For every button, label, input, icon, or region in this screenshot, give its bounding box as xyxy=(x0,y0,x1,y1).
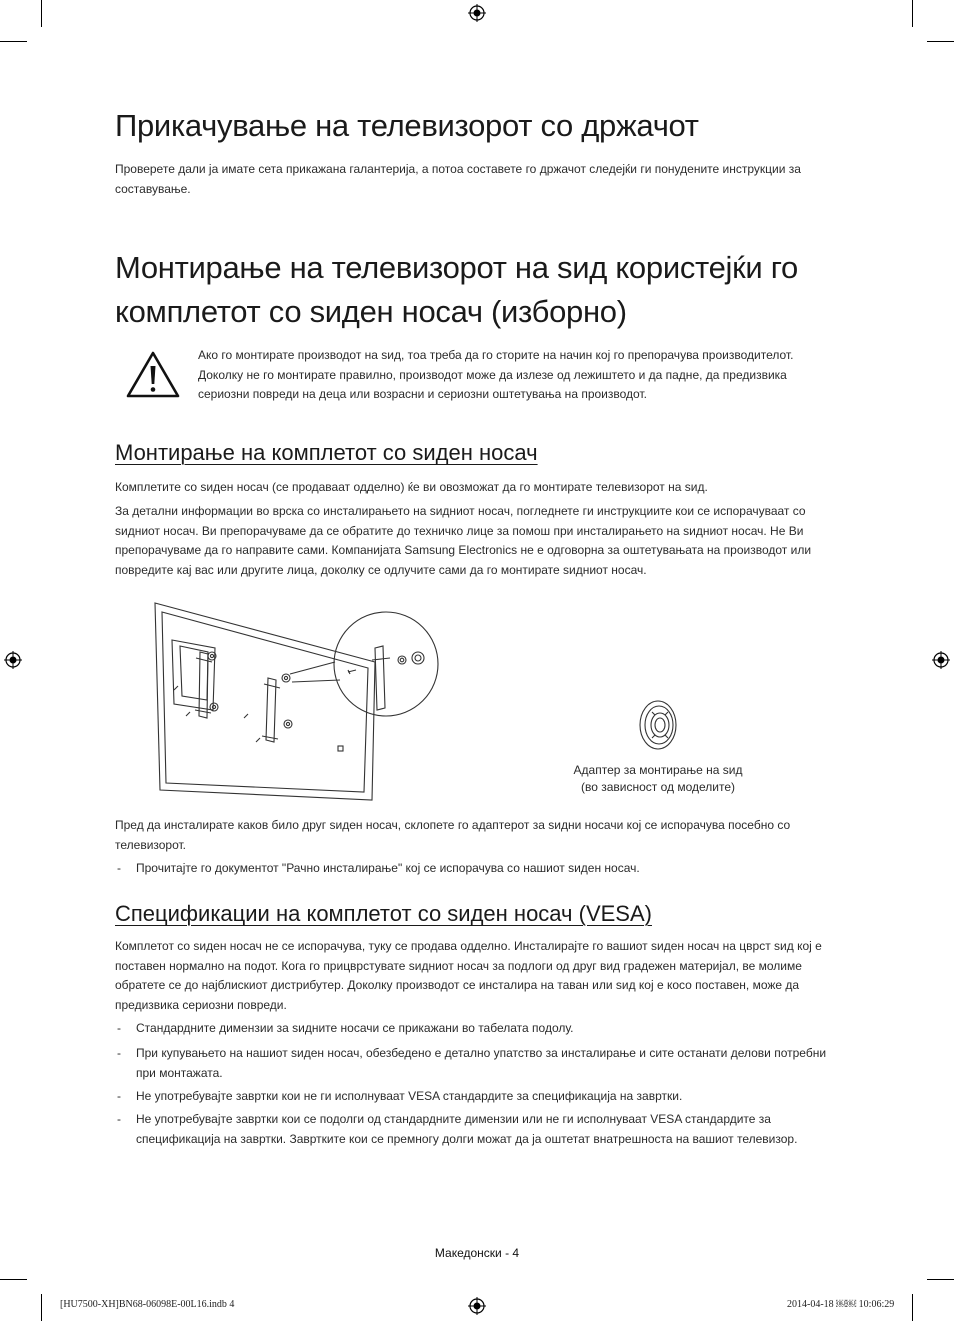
registration-mark-icon xyxy=(4,651,22,669)
caption-line: (во зависност од моделите) xyxy=(580,780,736,794)
paragraph: Комплетите со ѕиден носач (се продаваат одделно) ќе ви овозможат да го монтирате телевизорот на ѕид. xyxy=(115,480,708,494)
page-number: Македонски - 4 xyxy=(434,1246,520,1260)
print-footer-left: [HU7500-XH]BN68-06098E-00L16.indb 4 xyxy=(60,1299,235,1310)
caption-line: Адаптер за монтирање на ѕид xyxy=(573,763,743,777)
subsection-title-mounting-kit: Монтирање на комплетот со ѕиден носач xyxy=(115,440,538,465)
wall-mount-illustration xyxy=(150,600,440,805)
paragraph: Комплетот со ѕиден носач не се испорачува, туку се продава одделно. Инсталирајте го вашиот ѕиден носач на цврст ѕид кој е поставен нормално на подот. Кога го прицврстувате ѕидниот носач за подлоги од друг вид градежен материјал, ве молиме обратете се до најблискиот дистрибутер. Доколку производот се инсталира на таван или ѕид кој е косо поставен, може да предизвика сериозни повреди. xyxy=(115,939,822,1012)
registration-mark-icon xyxy=(468,4,486,22)
adapter-caption xyxy=(560,762,756,796)
crop-mark xyxy=(41,1294,42,1321)
paragraph: Пред да инсталирате каков било друг ѕиден носач, склопете го адаптерот за ѕидни носачи кој се испорачува посебно со телевизорот. xyxy=(115,818,791,852)
subsection-title-vesa-specs: Спецификации на комплетот со ѕиден носач (VESA) xyxy=(115,901,652,926)
list-item-text: Не употребувајте завртки кои не ги исполнуваат VESA стандардите за спецификација на завртки. xyxy=(136,1089,683,1103)
list-item-text: Прочитајте го документот "Рачно инсталирање" кој се испорачува со нашиот ѕиден носач. xyxy=(136,861,640,875)
registration-mark-icon xyxy=(468,1297,486,1315)
crop-mark xyxy=(927,41,954,42)
crop-mark xyxy=(0,41,27,42)
section-title-wall-mount xyxy=(115,246,895,334)
crop-mark xyxy=(0,1279,27,1280)
list-item-text: Не употребувајте завртки кои се подолги од стандардните димензии или не ги исполнуваат VESA стандардите за спецификација на завртки. Завртките кои се премногу долги можат да ја оштетат внатрешноста на вашиот телевизор. xyxy=(136,1112,798,1146)
list-item-text: Стандардните димензии за ѕидните носачи се прикажани во табелата подолу. xyxy=(136,1021,574,1035)
crop-mark xyxy=(912,0,913,27)
title-line: Монтирање на телевизорот на ѕид користејќи го xyxy=(115,250,798,285)
paragraph: За детални информации во врска со инсталирањето на ѕидниот носач, погледнете ги инструкциите кои се испорачуваат со ѕидниот носач. Ви препорачуваме да се обратите до техничко лице за помош при инсталирањето на ѕидниот носач. Не Ви препорачуваме да го направите сами. Компанијата Samsung Electronics не е одговорна за оштетувањата на производот или повредите кај вас или другите лица, доколку се одлучите сами да го монтирате ѕидниот носач. xyxy=(115,504,812,577)
crop-mark xyxy=(927,1279,954,1280)
warning-icon xyxy=(125,350,181,400)
wall-mount-adapter-icon xyxy=(636,698,680,752)
crop-mark xyxy=(41,0,42,27)
print-footer-right: 2014-04-18 ￼￼ 10:06:29 xyxy=(787,1299,895,1310)
registration-mark-icon xyxy=(932,651,950,669)
crop-mark xyxy=(912,1294,913,1321)
section-title-attaching-stand: Прикачување на телевизорот со држачот xyxy=(115,108,699,143)
warning-text: Ако го монтирате производот на ѕид, тоа треба да го сторите на начин кој го препорачува производителот. Доколку не го монтирате правилно, производот може да излезе од лежиштето и да падне, да предизвика сериозни повреди на деца или возрасни и сериозни оштетувања на производот. xyxy=(198,348,794,401)
section-intro-text: Проверете дали ја имате сета прикажана галантерија, а потоа составете го држачот следејќи ги понудените инструкции за составување. xyxy=(115,162,801,196)
title-line: комплетот со ѕиден носач (изборно) xyxy=(115,294,627,329)
list-item-text: При купувањето на нашиот ѕиден носач, обезбедено е детално упатство за инсталирање и сите останати делови потребни при монтажата. xyxy=(136,1046,827,1080)
